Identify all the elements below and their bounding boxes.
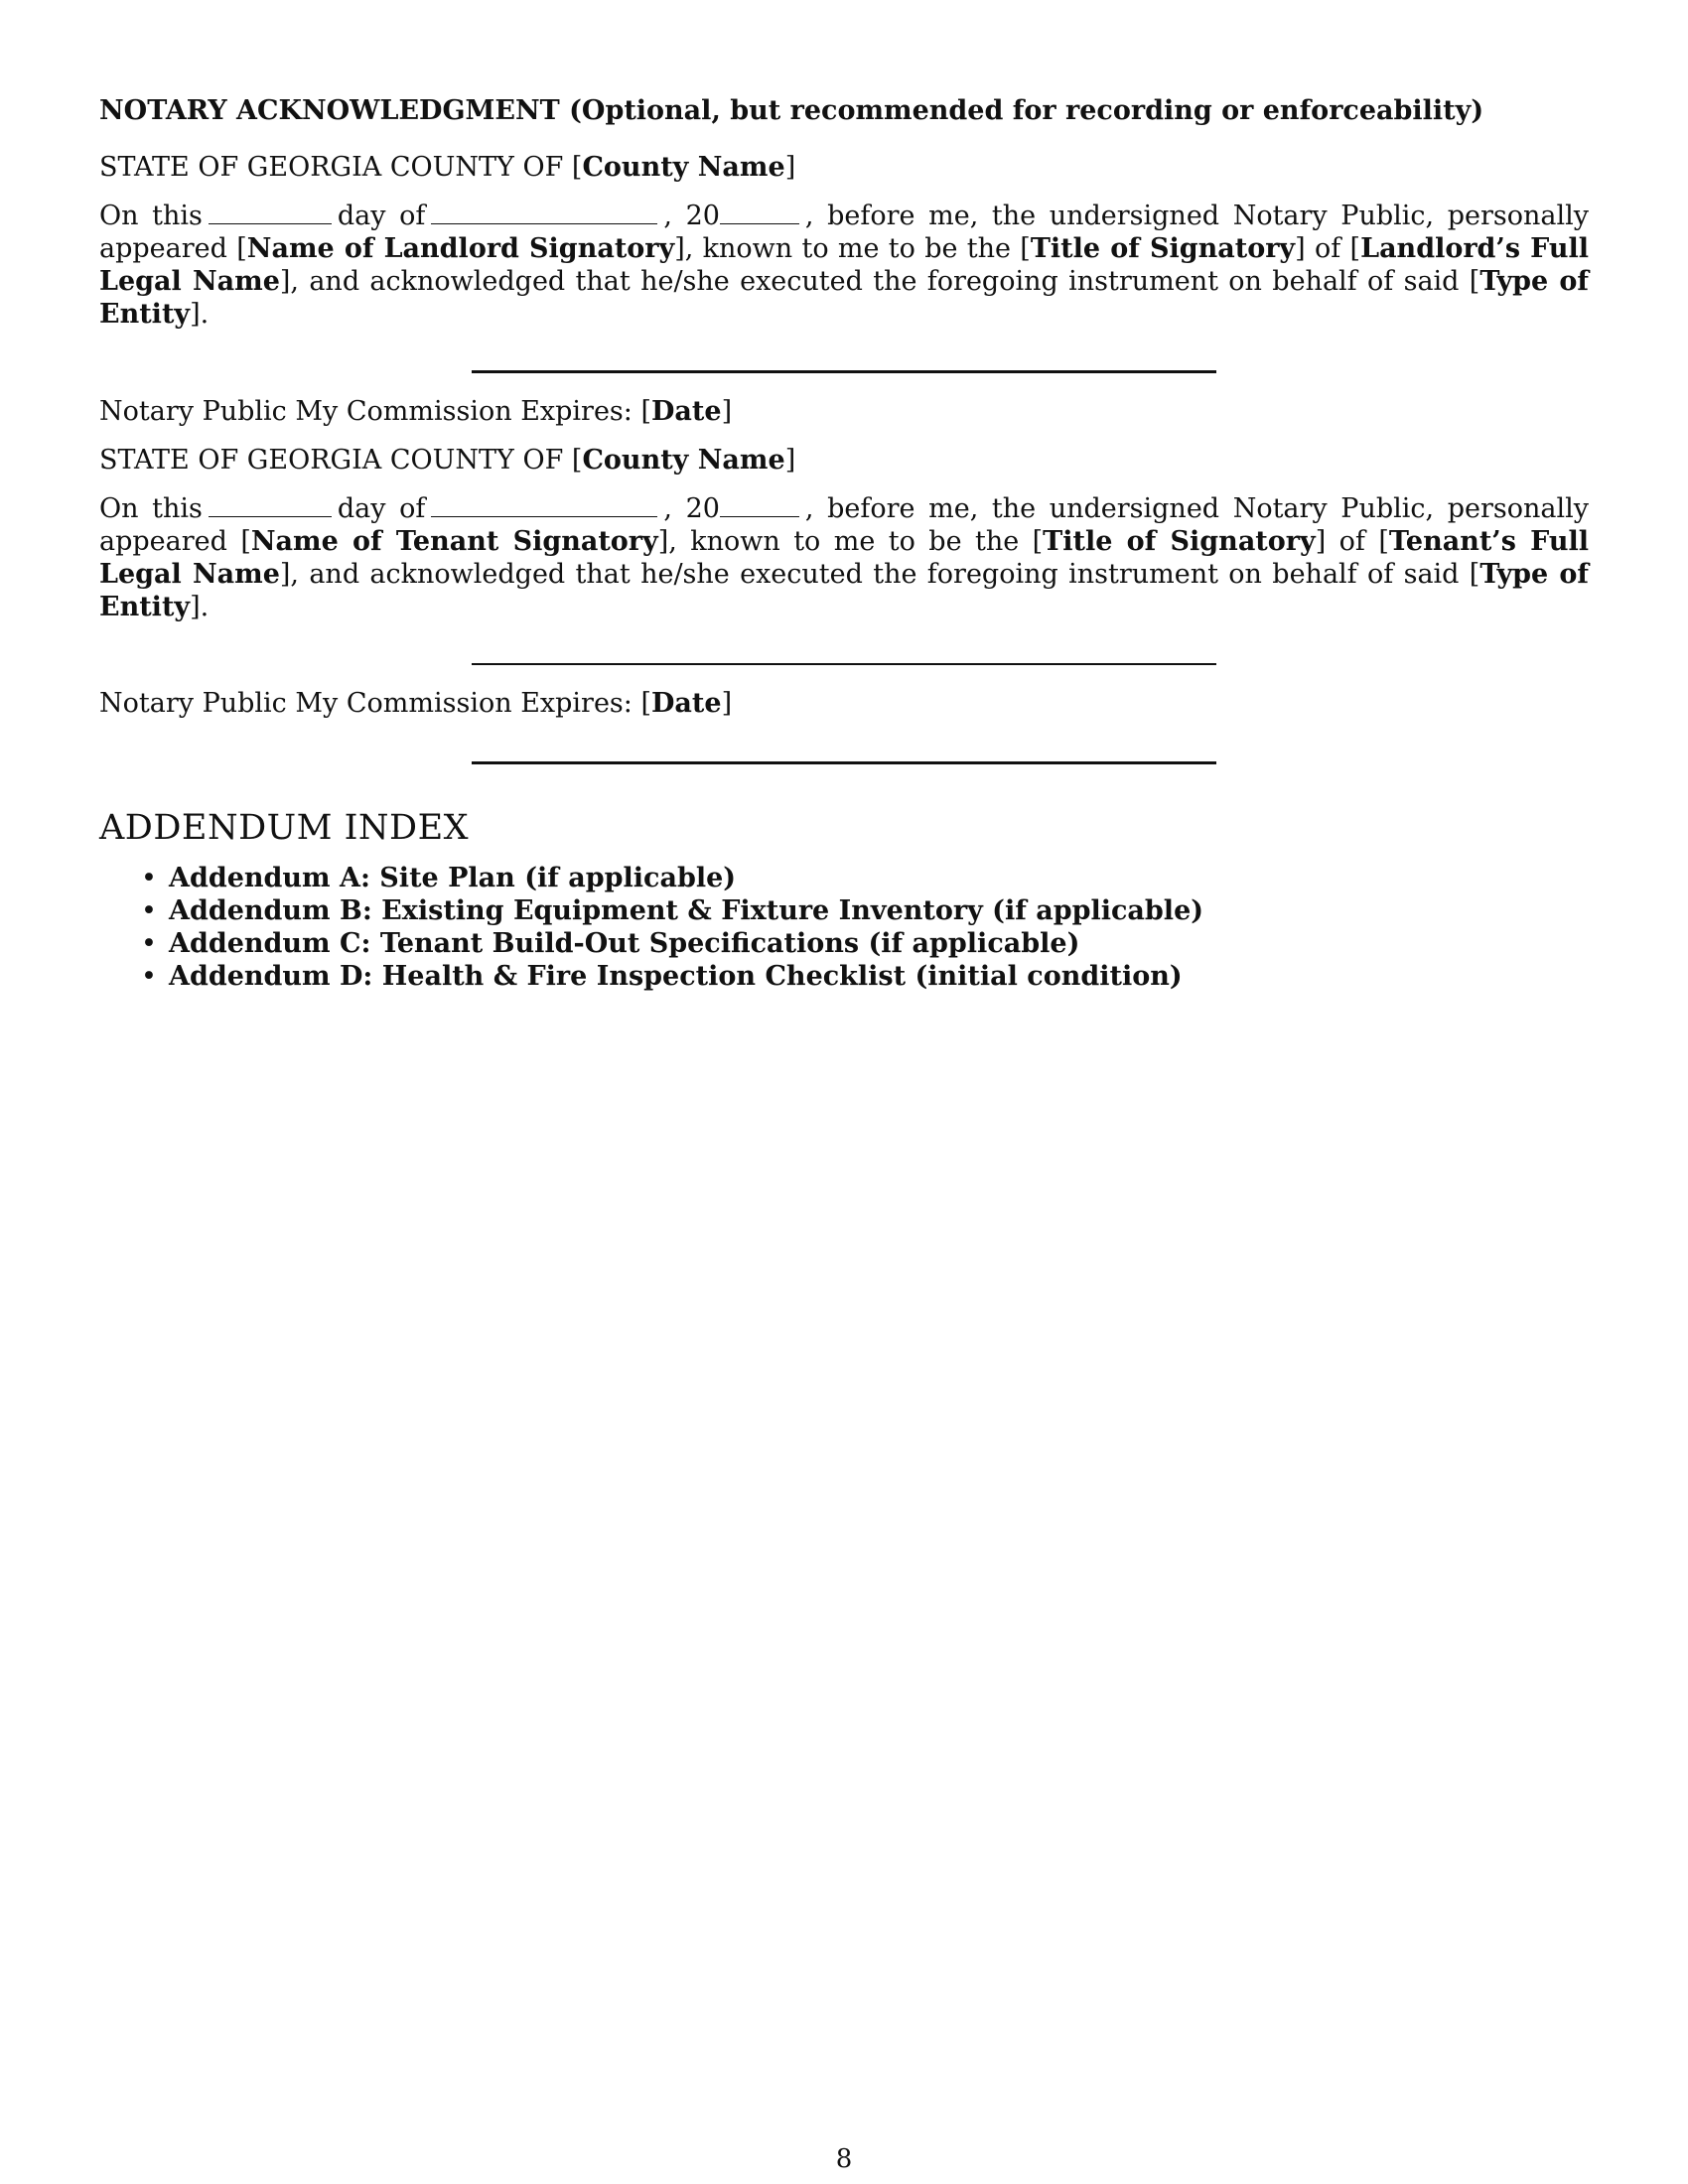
addendum-item: • Addendum C: Tenant Build-Out Specifications (if applicable) (169, 927, 1589, 960)
addendum-item: • Addendum D: Health & Fire Inspection Checklist (initial condition) (169, 960, 1589, 993)
state-county-line-landlord: STATE OF GEORGIA COUNTY OF [County Name] (99, 152, 796, 183)
county-placeholder: County Name (582, 445, 785, 476)
addendum-item: • Addendum A: Site Plan (if applicable) (169, 862, 1589, 894)
month-blank (431, 494, 657, 517)
acknowledgment-paragraph-tenant: On this day of , 20 , before me, the undersigned Notary Public, personally appeared [Name of Tenant Signatory], known to me to be the [Title of Signatory] of [Tenant’s Full Legal Name], and acknowledged that he/she executed the foregoing instrument on behalf of said [Type of Entity]. (99, 493, 1590, 622)
document-page (99, 95, 1589, 993)
day-blank (209, 494, 332, 517)
signatory-placeholder: Name of Tenant Signatory (250, 526, 658, 557)
section-divider-line (472, 761, 1216, 764)
party-placeholder: Tenant’s Full Legal Name (99, 526, 1589, 590)
notary-signature-line (472, 370, 1216, 373)
title-placeholder: Title of Signatory (1030, 233, 1296, 264)
acknowledgment-paragraph-landlord: On this day of , 20 , before me, the undersigned Notary Public, personally appeared [Name of Landlord Signatory], known to me to be the [Title of Signatory] of [Landlord’s Full Legal Name], and acknowledged that he/she executed the foregoing instrument on behalf of said [Type of Entity]. (99, 201, 1590, 330)
notary-heading: NOTARY ACKNOWLEDGMENT (Optional, but recommended for recording or enforceability) (99, 95, 1484, 126)
state-county-line-tenant: STATE OF GEORGIA COUNTY OF [County Name] (99, 445, 796, 476)
addendum-list (99, 862, 1589, 993)
commission-expires-tenant: Notary Public My Commission Expires: [Date] (99, 688, 733, 719)
commission-expires-landlord: Notary Public My Commission Expires: [Date] (99, 396, 733, 427)
date-placeholder: Date (651, 396, 722, 427)
entity-placeholder: Type of Entity (99, 559, 1589, 622)
date-placeholder: Date (651, 688, 722, 719)
year-blank (720, 202, 799, 224)
day-blank (209, 202, 332, 224)
month-blank (431, 202, 657, 224)
party-placeholder: Landlord’s Full Legal Name (99, 233, 1590, 297)
entity-placeholder: Type of Entity (99, 266, 1589, 330)
addendum-item: • Addendum B: Existing Equipment & Fixture Inventory (if applicable) (169, 894, 1589, 927)
addendum-index-heading: ADDENDUM INDEX (99, 808, 470, 848)
signatory-placeholder: Name of Landlord Signatory (246, 233, 675, 264)
year-blank (720, 494, 799, 517)
notary-signature-line (472, 663, 1216, 665)
county-placeholder: County Name (582, 152, 785, 183)
title-placeholder: Title of Signatory (1043, 526, 1316, 557)
page-number: 8 (835, 2144, 853, 2174)
